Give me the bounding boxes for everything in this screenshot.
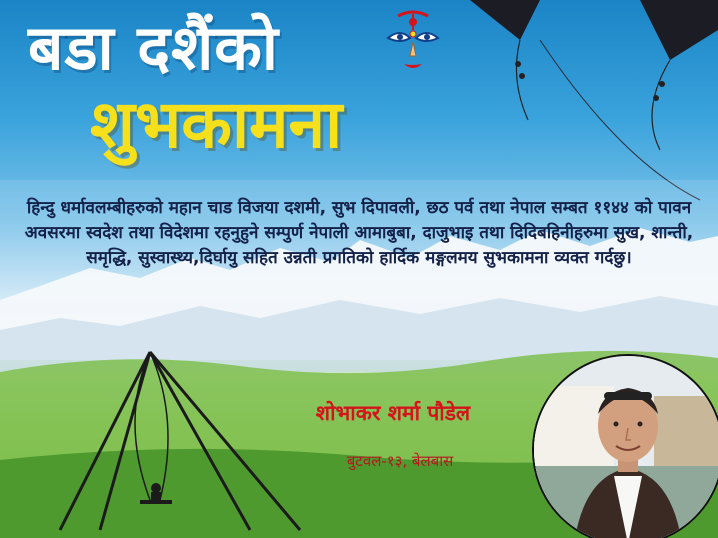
goddess-face-icon (378, 8, 448, 78)
kite-icon-1 (470, 0, 540, 120)
greeting-message: हिन्दु धर्मावलम्बीहरुको महान चाड विजया दशमी, सुभ दिपावली, छठ पर्व तथा नेपाल सम्बत ११४४ को पावन अवसरमा स्वदेश तथा विदेशमा रहनुहुने सम्पुर्ण नेपाली आमाबुबा, दाजुभाइ तथा दिदिबहिनीहरुमा सुख, शान्ती, समृद्धि, सुस्वास्थ्य,दिर्घायु सहित उन्नती प्रगतिको हार्दिक मङ्गलमय सुभकामना व्यक्त गर्दछु। (24, 198, 694, 268)
sender-address: बुटवल-१३, बेलबास (346, 452, 454, 470)
swing-figure (151, 483, 161, 502)
sender-name: शोभाकर शर्मा पौडेल (315, 401, 471, 425)
kite-icon-2 (640, 0, 718, 150)
kite-string (540, 40, 700, 200)
portrait-photo (534, 356, 718, 538)
sender-portrait (532, 354, 718, 538)
title-bada-dashain: बडा दशैंको (28, 11, 279, 84)
title-shubhakamana: शुभकामना (90, 86, 343, 163)
